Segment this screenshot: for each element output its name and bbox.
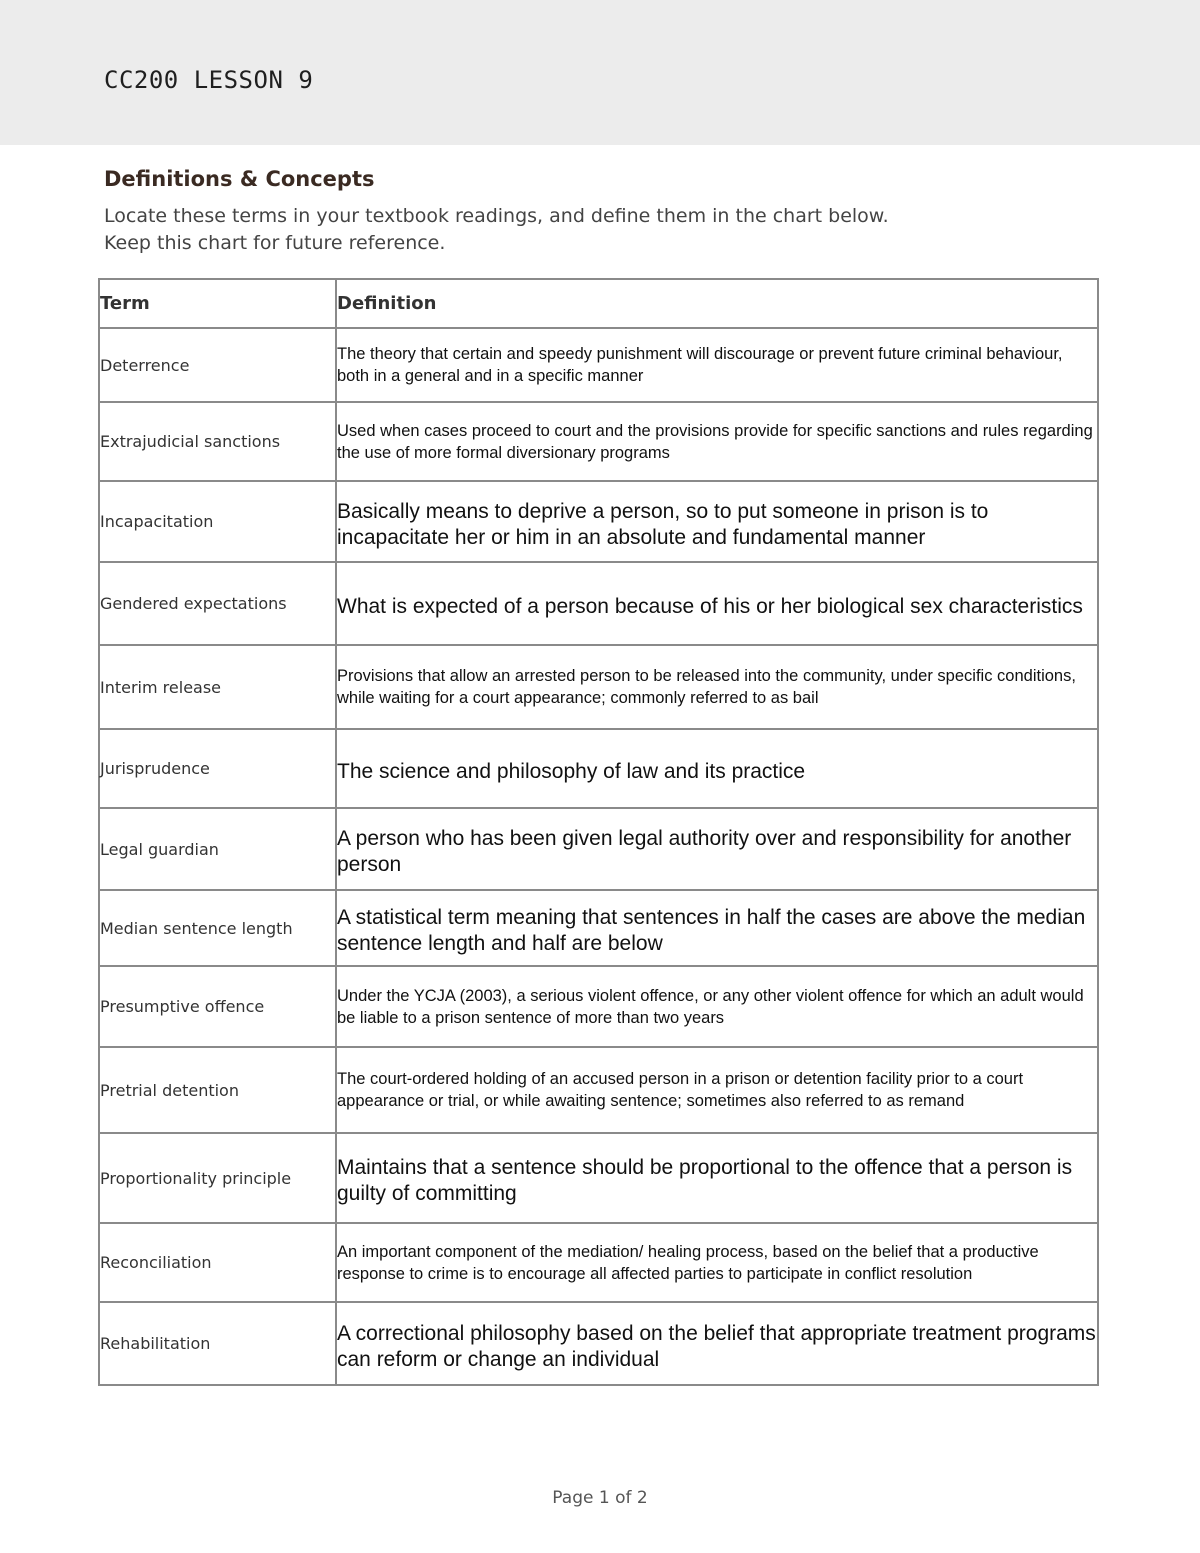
term-cell: Jurisprudence xyxy=(99,729,336,808)
column-header-term: Term xyxy=(99,279,336,328)
intro-line-2: Keep this chart for future reference. xyxy=(104,232,446,254)
table-row xyxy=(99,808,1098,890)
definition-cell: Under the YCJA (2003), a serious violent offence, or any other violent offence for which an adult would be liable to a prison sentence of more than two years xyxy=(336,966,1098,1047)
definition-cell: An important component of the mediation/ healing process, based on the belief that a productive response to crime is to encourage all affected parties to participate in conflict resolution xyxy=(336,1223,1098,1302)
term-cell: Deterrence xyxy=(99,328,336,402)
table-row xyxy=(99,1133,1098,1223)
table-row xyxy=(99,966,1098,1047)
term-cell: Median sentence length xyxy=(99,890,336,966)
term-cell: Extrajudicial sanctions xyxy=(99,402,336,481)
intro-text xyxy=(104,203,889,257)
table-row xyxy=(99,481,1098,562)
table-row xyxy=(99,402,1098,481)
term-cell: Incapacitation xyxy=(99,481,336,562)
definition-cell: Maintains that a sentence should be proportional to the offence that a person is guilty of committing xyxy=(336,1133,1098,1223)
table-row xyxy=(99,328,1098,402)
definition-cell: A correctional philosophy based on the belief that appropriate treatment programs can reform or change an individual xyxy=(336,1302,1098,1385)
term-cell: Rehabilitation xyxy=(99,1302,336,1385)
term-cell: Pretrial detention xyxy=(99,1047,336,1133)
definition-cell: What is expected of a person because of his or her biological sex characteristics xyxy=(336,562,1098,645)
definition-cell: A person who has been given legal authority over and responsibility for another person xyxy=(336,808,1098,890)
term-cell: Reconciliation xyxy=(99,1223,336,1302)
table-row xyxy=(99,1047,1098,1133)
definition-cell: Basically means to deprive a person, so to put someone in prison is to incapacitate her or him in an absolute and fundamental manner xyxy=(336,481,1098,562)
term-cell: Legal guardian xyxy=(99,808,336,890)
definition-cell: The court-ordered holding of an accused person in a prison or detention facility prior to a court appearance or trial, or while awaiting sentence; sometimes also referred to as remand xyxy=(336,1047,1098,1133)
definition-cell: A statistical term meaning that sentences in half the cases are above the median sentence length and half are below xyxy=(336,890,1098,966)
table-row xyxy=(99,1223,1098,1302)
definition-cell: Provisions that allow an arrested person to be released into the community, under specific conditions, while waiting for a court appearance; commonly referred to as bail xyxy=(336,645,1098,729)
document-title: CC200 LESSON 9 xyxy=(104,66,314,94)
section-heading: Definitions & Concepts xyxy=(104,167,375,191)
definition-cell: Used when cases proceed to court and the provisions provide for specific sanctions and rules regarding the use of more formal diversionary programs xyxy=(336,402,1098,481)
definition-cell: The theory that certain and speedy punishment will discourage or prevent future criminal behaviour, both in a general and in a specific manner xyxy=(336,328,1098,402)
table-row xyxy=(99,1302,1098,1385)
term-cell: Interim release xyxy=(99,645,336,729)
definition-cell: The science and philosophy of law and its practice xyxy=(336,729,1098,808)
definitions-table xyxy=(98,278,1099,1386)
intro-line-1: Locate these terms in your textbook readings, and define them in the chart below. xyxy=(104,205,889,227)
term-cell: Gendered expectations xyxy=(99,562,336,645)
table-row xyxy=(99,645,1098,729)
table-header-row xyxy=(99,279,1098,328)
table-row xyxy=(99,729,1098,808)
column-header-definition: Definition xyxy=(336,279,1098,328)
term-cell: Presumptive offence xyxy=(99,966,336,1047)
term-cell: Proportionality principle xyxy=(99,1133,336,1223)
table-row xyxy=(99,890,1098,966)
table-row xyxy=(99,562,1098,645)
page-number: Page 1 of 2 xyxy=(552,1488,648,1508)
